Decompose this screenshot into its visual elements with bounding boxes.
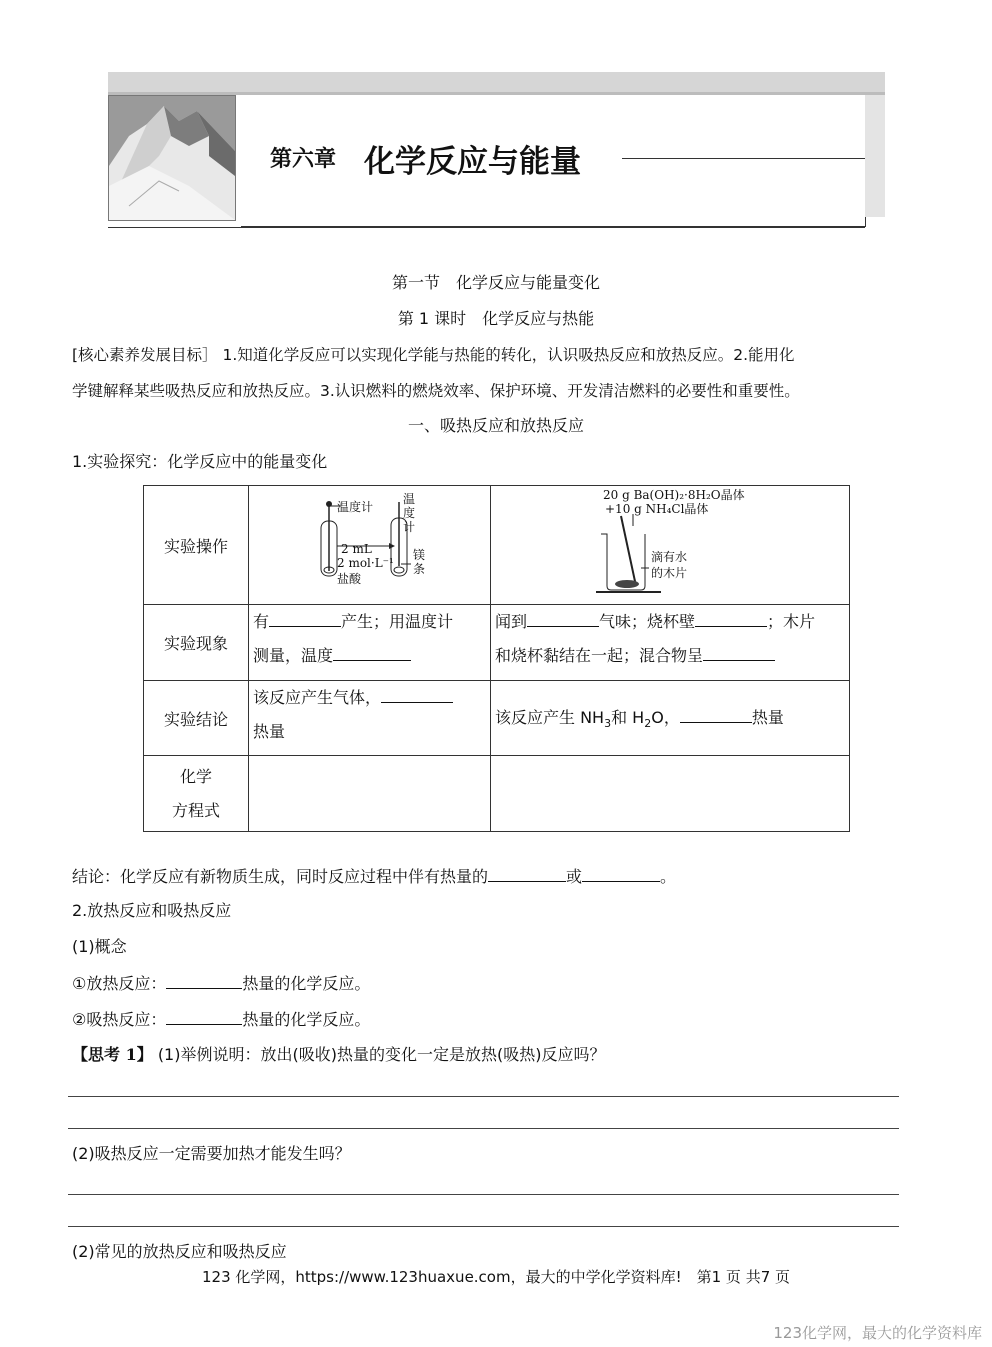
row-label-equation-b: 方程式 [171, 800, 220, 820]
blank[interactable] [680, 706, 752, 723]
blank[interactable] [166, 972, 242, 989]
answer-line[interactable] [68, 1096, 899, 1097]
phen2-text-d: 和烧杯黏结在一起；混合物呈 [495, 646, 704, 665]
conc1-text-a: 该反应产生气体， [253, 688, 382, 707]
conc2-text-d: 热量 [751, 708, 784, 728]
banner-bottom-rule [108, 227, 865, 228]
blank[interactable] [527, 610, 599, 627]
page-footer: 123 化学网，https://www.123huaxue.com，最大的中学化学资料库! 第1 页 共7 页 [201, 1268, 791, 1286]
exp1-conclusion [249, 681, 491, 756]
exp1-equation[interactable] [249, 756, 491, 832]
banner-shadow [865, 95, 885, 217]
think-question-1 [72, 1044, 605, 1066]
exothermic-line [72, 972, 370, 995]
chapter-number: 第六章 [270, 146, 337, 172]
exo-text-b: 热量的化学反应。 [242, 974, 371, 993]
conc1-text-b: 热量 [253, 722, 286, 741]
phen1-text-c: 测量，温度 [253, 646, 334, 665]
lesson-title: 第 1 课时 化学反应与热能 [397, 309, 595, 328]
item-1-heading: 1.实验探究：化学反应中的能量变化 [72, 452, 328, 471]
row-label-phenomenon: 实验现象 [144, 605, 249, 681]
concept-heading: (1)概念 [72, 937, 127, 956]
blank[interactable] [488, 865, 566, 882]
blank[interactable] [333, 644, 411, 661]
thermometer-label-2c: 计 [403, 520, 416, 534]
reagent-label-b: +10 g NH₄Cl晶体 [605, 502, 709, 516]
row-label-conclusion: 实验结论 [144, 681, 249, 756]
item-2-heading: 2.放热反应和吸热反应 [72, 901, 232, 920]
thermometer-label-1: 温度计 [337, 500, 374, 514]
experiment-table [143, 485, 850, 832]
think-question-2: (2)吸热反应一定需要加热才能发生吗？ [72, 1144, 351, 1163]
magnesium-label-b: 条 [413, 562, 426, 576]
phen2-text-a: 闻到 [495, 612, 528, 631]
row-label-equation-a: 化学 [179, 766, 212, 786]
exp2-figure [491, 486, 850, 605]
mountain-image [108, 95, 236, 221]
thermometer-label-2a: 温 [403, 492, 416, 506]
acid-volume-label: 2 mL [341, 542, 372, 556]
blank[interactable] [703, 644, 775, 661]
section-title: 第一节 化学反应与能量变化 [391, 273, 600, 292]
phen1-text-b: 产生；用温度计 [341, 612, 454, 631]
conclusion-text-a: 结论：化学反应有新物质生成，同时反应过程中伴有热量的 [72, 867, 489, 886]
conc2-text-b: 和 H [611, 708, 645, 728]
row-label-operation: 实验操作 [144, 486, 249, 605]
reagent-label-a: 20 g Ba(OH)₂·8H₂O晶体 [603, 488, 745, 502]
title-rule [622, 158, 865, 159]
exp2-conclusion [491, 681, 850, 756]
endo-text-b: 热量的化学反应。 [242, 1010, 371, 1029]
conc2-text-c: O， [651, 708, 680, 728]
answer-line[interactable] [68, 1194, 899, 1195]
chapter-title: 化学反应与能量 [364, 144, 581, 180]
exo-text-a: ①放热反应： [72, 974, 167, 993]
goals-line-2: 学键解释某些吸热反应和放热反应。3.认识燃料的燃烧效率、保护环境、开发清洁燃料的必要性和重要性。 [72, 382, 800, 400]
blank[interactable] [166, 1008, 242, 1025]
blank[interactable] [695, 610, 767, 627]
think-q1-text: (1)举例说明：放出(吸收)热量的变化一定是放热(吸热)反应吗？ [157, 1045, 606, 1064]
answer-line[interactable] [68, 1226, 899, 1227]
subscript: 2 [644, 717, 652, 731]
conc2-text-a: 该反应产生 NH [495, 708, 605, 728]
conclusion-line [72, 865, 676, 888]
phen2-text-c: ；木片 [767, 612, 816, 631]
part1-heading: 一、吸热反应和放热反应 [407, 416, 584, 435]
blank[interactable] [582, 865, 660, 882]
exp2-phenomenon [491, 605, 850, 681]
thermometer-label-2b: 度 [403, 506, 416, 520]
conclusion-text-b: 或 [566, 867, 583, 886]
item-3-heading: (2)常见的放热反应和吸热反应 [72, 1242, 287, 1261]
wood-label-b: 的木片 [651, 566, 688, 580]
acid-concentration-label: 2 mol·L⁻¹ [337, 556, 394, 570]
exp1-phenomenon [249, 605, 491, 681]
watermark: 123化学网，最大的化学资料库 [773, 1324, 982, 1342]
endothermic-line [72, 1008, 370, 1031]
blank[interactable] [381, 686, 453, 703]
answer-line[interactable] [68, 1128, 899, 1129]
phen2-text-b: 气味；烧杯壁 [599, 612, 696, 631]
row-label-equation [144, 756, 249, 832]
acid-name-label: 盐酸 [337, 572, 362, 586]
endo-text-a: ②吸热反应： [72, 1010, 167, 1029]
conclusion-text-c: 。 [660, 867, 677, 886]
phen1-text-a: 有 [253, 612, 270, 631]
subscript: 3 [604, 717, 612, 731]
goals-line-1: [核心素养发展目标］ 1.知道化学反应可以实现化学能与热能的转化，认识吸热反应和放热反应。2.能用化 [72, 346, 795, 364]
banner-top-band [108, 72, 885, 94]
exp2-equation[interactable] [491, 756, 850, 832]
think-tag: 【思考 1】 [72, 1045, 153, 1064]
exp1-figure [249, 486, 491, 605]
wood-label-a: 滴有水 [651, 550, 688, 564]
blank[interactable] [269, 610, 341, 627]
magnesium-label-a: 镁 [413, 548, 426, 562]
